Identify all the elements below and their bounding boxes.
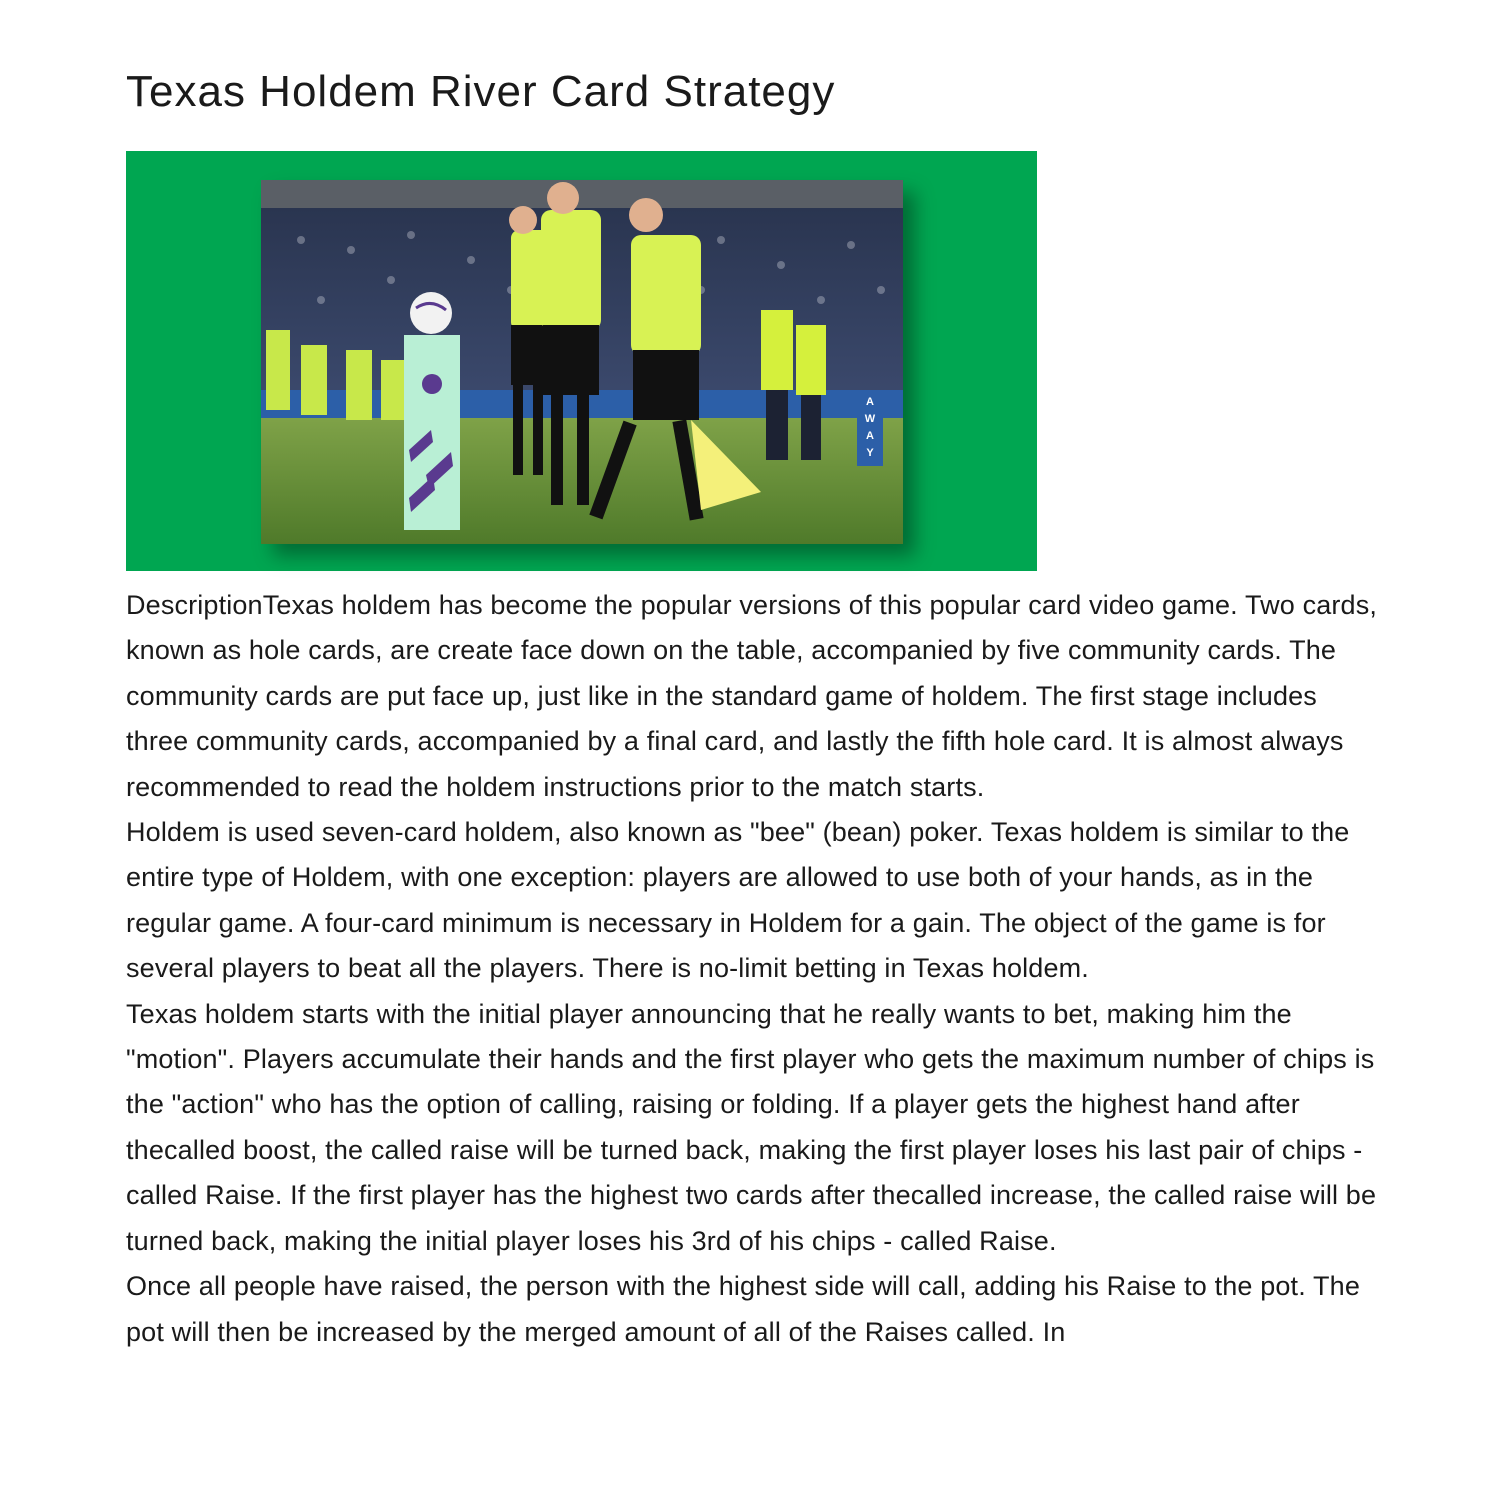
- paragraph-1: DescriptionTexas holdem has become the popular versions of this popular card video game. Two cards, known as hole cards, are create face down on the table, accompanied by five community cards. The community cards are put face up, just like in the standard game of holdem. The first stage includes three community cards, accompanied by a final card, and lastly the fifth hole card. It is almost always recommended to read the holdem instructions prior to the match starts.: [126, 590, 1378, 802]
- paragraph-3: Texas holdem starts with the initial player announcing that he really wants to bet, making him the "motion". Players accumulate their hands and the first player who gets the maximum number of chips is the "action" who has the option of calling, raising or folding. If a player gets the highest hand after thecalled boost, the called raise will be turned back, making the first player loses his last pair of chips - called Raise. If the first player has the highest two cards after thecalled increase, the called raise will be turned back, making the initial player loses his 3rd of his chips - called Raise.: [126, 998, 1377, 1256]
- paragraph-4: Once all people have raised, the person with the highest side will call, adding his Raise to the pot. The pot will then be increased by the merged amount of all of the Raises called. In: [126, 1271, 1360, 1347]
- hero-photo: [261, 180, 903, 544]
- svg-text:A: A: [866, 396, 874, 408]
- page-title: Texas Holdem River Card Strategy: [126, 67, 836, 116]
- svg-text:A: A: [866, 430, 874, 442]
- hero-image-frame: [126, 151, 1037, 571]
- paragraph-2: Holdem is used seven-card holdem, also known as "bee" (bean) poker. Texas holdem is similar to the entire type of Holdem, with one exception: players are allowed to use both of your hands, as in the regular game. A four-card minimum is necessary in Holdem for a gain. The object of the game is for several players to beat all the players. There is no-limit betting in Texas holdem.: [126, 817, 1350, 984]
- svg-text:Y: Y: [866, 447, 874, 459]
- article-body: [126, 583, 1386, 1355]
- svg-text:W: W: [864, 413, 876, 425]
